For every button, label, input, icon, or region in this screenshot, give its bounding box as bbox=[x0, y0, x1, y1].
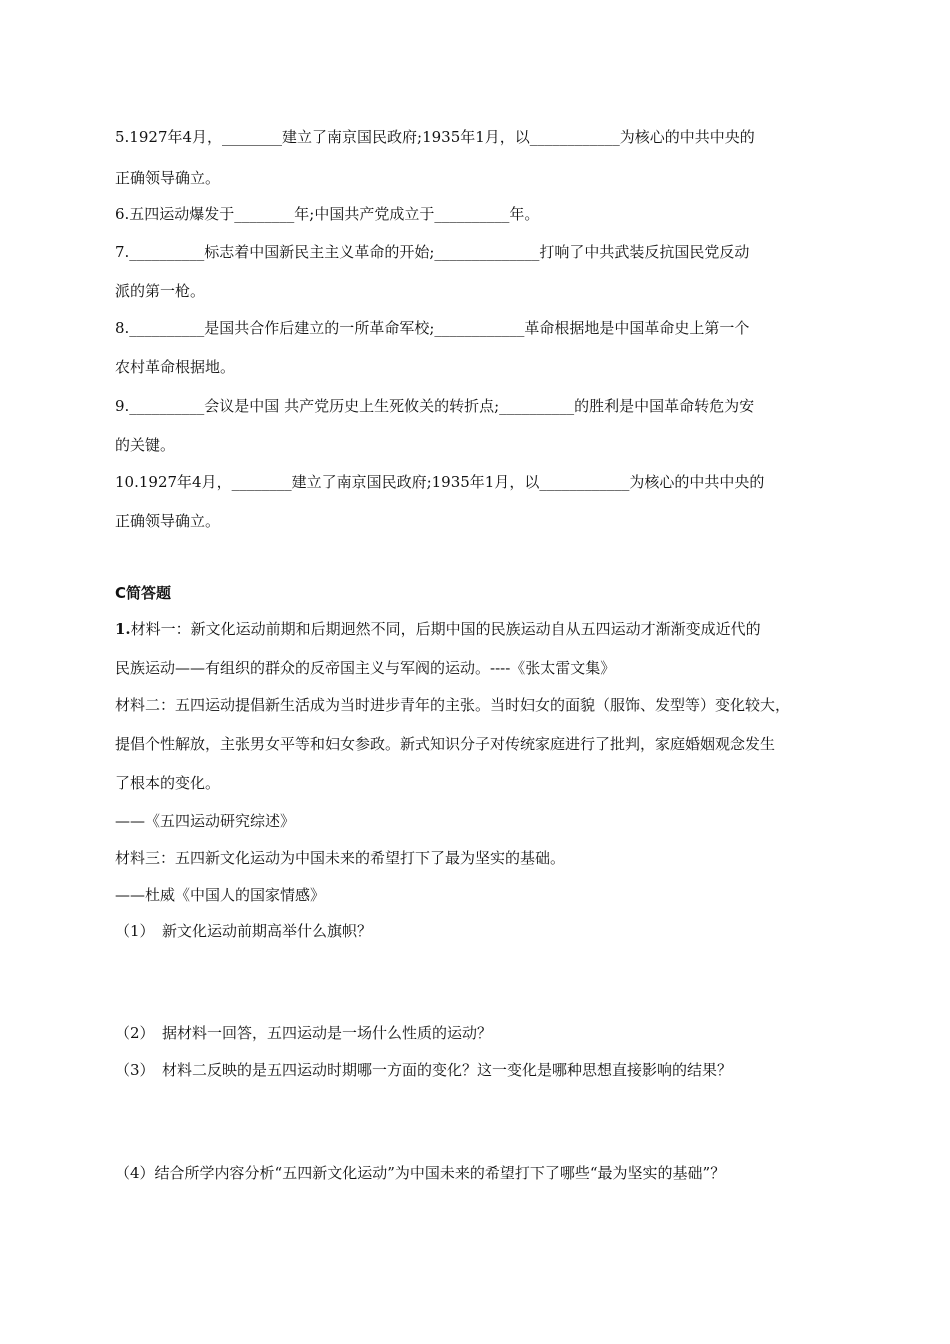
material-2-line-3: 了根本的变化。 bbox=[115, 774, 221, 792]
q7-line-1: 7.__________标志着中国新民主主义革命的开始;______________打响了中共武装反抗国民党反动 bbox=[115, 243, 750, 261]
material-1-line-1 bbox=[115, 619, 845, 639]
material-1-text: 材料一：新文化运动前期和后期迥然不同，后期中国的民族运动自从五四运动才渐渐变成近代的 bbox=[130, 620, 761, 638]
sub-question-2: （2） 据材料一回答，五四运动是一场什么性质的运动？ bbox=[115, 1024, 493, 1042]
material-3-source: ——杜威《中国人的国家情感》 bbox=[115, 886, 326, 904]
material-2-line-2: 提倡个性解放，主张男女平等和妇女参政。新式知识分子对传统家庭进行了批判，家庭婚姻观念发生 bbox=[115, 735, 776, 753]
material-2-source: ——《五四运动研究综述》 bbox=[115, 812, 296, 830]
material-2-line-1: 材料二：五四运动提倡新生活成为当时进步青年的主张。当时妇女的面貌（服饰、发型等）变化较大， bbox=[115, 696, 791, 714]
q8-line-1: 8.__________是国共合作后建立的一所革命军校;____________革命根据地是中国革命史上第一个 bbox=[115, 319, 750, 337]
q8-line-2: 农村革命根据地。 bbox=[115, 358, 236, 376]
material-3-line-1: 材料三：五四新文化运动为中国未来的希望打下了最为坚实的基础。 bbox=[115, 849, 566, 867]
sub-question-4: （4）结合所学内容分析“五四新文化运动”为中国未来的希望打下了哪些“最为坚实的基础”？ bbox=[115, 1164, 726, 1182]
q10-line-1: 10.1927年4月，________建立了南京国民政府;1935年1月，以____________为核心的中共中央的 bbox=[115, 473, 765, 491]
sub-question-3: （3） 材料二反映的是五四运动时期哪一方面的变化？这一变化是哪种思想直接影响的结果？ bbox=[115, 1061, 733, 1079]
q6-line: 6.五四运动爆发于________年;中国共产党成立于__________年。 bbox=[115, 205, 540, 223]
sub-question-1: （1） 新文化运动前期高举什么旗帜？ bbox=[115, 922, 373, 940]
q5-line-2: 正确领导确立。 bbox=[115, 169, 221, 187]
q9-line-1: 9.__________会议是中国 共产党历史上生死攸关的转折点;__________的胜利是中国革命转危为安 bbox=[115, 397, 755, 415]
q10-line-2: 正确领导确立。 bbox=[115, 512, 221, 530]
material-1-line-2: 民族运动——有组织的群众的反帝国主义与军阀的运动。----《张太雷文集》 bbox=[115, 659, 616, 677]
q5-line-1: 5.1927年4月，________建立了南京国民政府;1935年1月，以____________为核心的中共中央的 bbox=[115, 128, 755, 146]
q7-line-2: 派的第一枪。 bbox=[115, 282, 206, 300]
question-number: 1. bbox=[115, 620, 131, 638]
section-heading: C简答题 bbox=[115, 584, 172, 602]
q9-line-2: 的关键。 bbox=[115, 436, 176, 454]
